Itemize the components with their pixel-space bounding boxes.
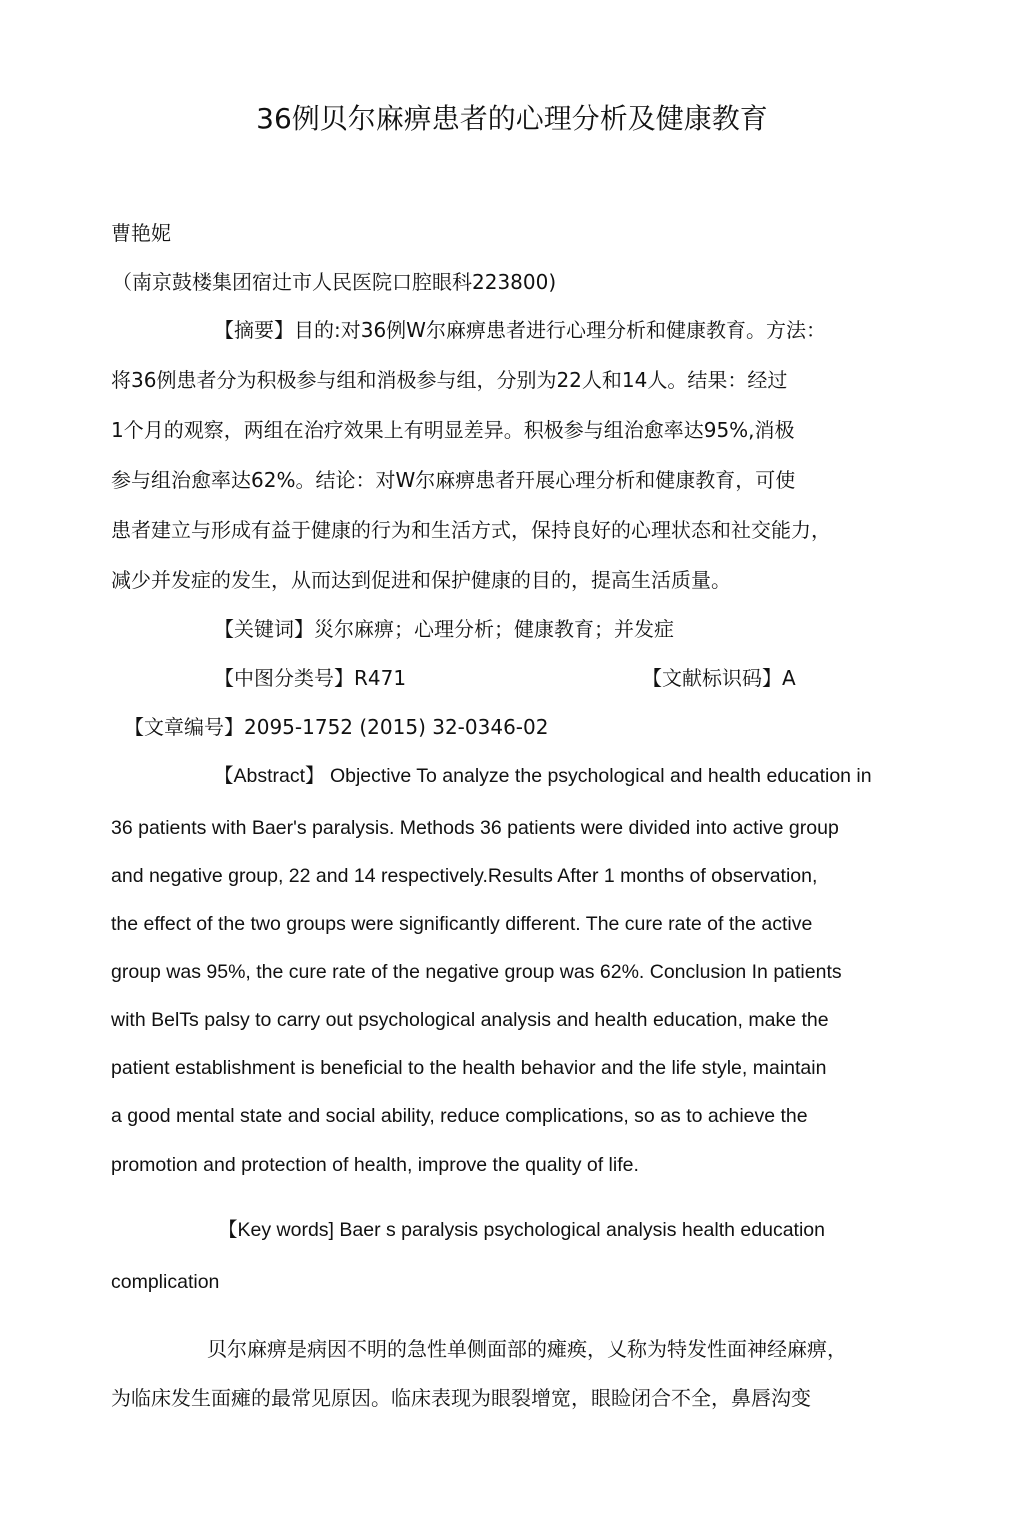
abstract-cn-line: 将36例患者分为积极参与组和消极参与组，分别为22人和14人。结果：经过 xyxy=(111,368,788,392)
abstract-en-line: group was 95%, the cure rate of the negative group was 62%. Conclusion In patients xyxy=(111,961,842,983)
body-line: 为临床发生面瘫的最常见原因。临床表现为眼裂增宽，眼睑闭合不全，鼻唇沟变 xyxy=(111,1386,811,1410)
keywords-en-line: 【Key words] Baer s paralysis psychological analysis health education xyxy=(218,1219,825,1241)
body-line: 贝尔麻痹是病因不明的急性单侧面部的瘫痪，乂称为特发性面神经麻痹， xyxy=(207,1337,847,1361)
abstract-cn-line: 患者建立与形成有益于健康的行为和生活方式，保持良好的心理状态和社交能力， xyxy=(111,518,831,542)
abstract-en-line: patient establishment is beneficial to the health behavior and the life style, maintain xyxy=(111,1057,827,1079)
document-code: 【文献标识码】A xyxy=(642,666,796,690)
keywords-cn: 【关键词】災尔麻痹；心理分析；健康教育；并发症 xyxy=(214,617,674,641)
abstract-cn-line: 【摘要】目的:对36例W尔麻痹患者进行心理分析和健康教育。方法： xyxy=(214,318,826,342)
abstract-en-line: 【Abstract】 Objective To analyze the psychological and health education in xyxy=(214,765,872,787)
abstract-cn-line: 参与组治愈率达62%。结论：对W尔麻痹患者幵展心理分析和健康教育，可使 xyxy=(111,468,796,492)
abstract-en-line: promotion and protection of health, improve the quality of life. xyxy=(111,1154,639,1176)
abstract-en-line: with BelTs palsy to carry out psychological analysis and health education, make the xyxy=(111,1009,829,1031)
keywords-en-line: complication xyxy=(111,1271,220,1293)
abstract-en-line: 36 patients with Baer's paralysis. Methods 36 patients were divided into active group xyxy=(111,817,839,839)
affiliation: （南京鼓楼集团宿辻市人民医院口腔眼科223800) xyxy=(112,270,557,294)
abstract-en-line: the effect of the two groups were significantly different. The cure rate of the active xyxy=(111,913,813,935)
paper-title: 36例贝尔麻痹患者的心理分析及健康教育 xyxy=(256,102,768,135)
abstract-en-line: a good mental state and social ability, reduce complications, so as to achieve the xyxy=(111,1105,808,1127)
clc-number: 【中图分类号】R471 xyxy=(214,666,407,690)
abstract-cn-line: 减少并发症的发生，从而达到促进和保护健康的目的，提高生活质量。 xyxy=(111,568,731,592)
article-number: 【文章编号】2095-1752 (2015) 32-0346-02 xyxy=(124,715,549,739)
abstract-en-line: and negative group, 22 and 14 respectively.Results After 1 months of observation, xyxy=(111,865,818,887)
abstract-cn-line: 1个月的观察，两组在治疗效果上有明显差异。积极参与组治愈率达95%,消极 xyxy=(111,418,795,442)
author: 曹艳妮 xyxy=(111,221,171,245)
